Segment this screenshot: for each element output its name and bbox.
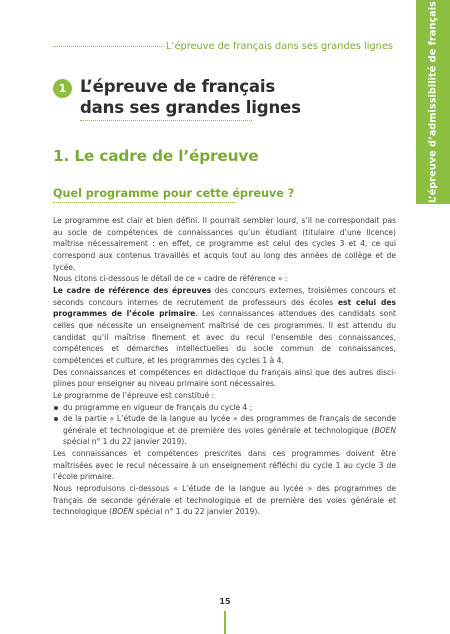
list-item-italic: BOEN bbox=[374, 425, 396, 435]
program-list bbox=[53, 402, 396, 449]
paragraph-5: Le programme de l’épreuve est constitué : bbox=[53, 390, 215, 400]
list-item-text-2: spécial n° 1 du 22 janvier 2019). bbox=[63, 437, 187, 447]
paragraph-1: Le programme est clair et bien défini. Il pourrait sembler lourd, s’il ne correspondait pas au socle de compétences de connaissances qu’un étudiant (titulaire d’une licence) maîtrise nécessairement : en effet, ce programme est celui des cycles 3 et 4, ce qui correspond aux contenus travaillés et acquis tout au long des années de collège et de lycée. bbox=[53, 216, 396, 272]
list-item-text-1: de la partie « L’étude de la langue au lycée » des programmes de français de seconde générale et technologique et de première des voies générale et technologique ( bbox=[63, 414, 396, 435]
paragraph-7-text-1: Nous reproduisons ci-dessous « L’étude de la langue au lycée » des programmes de français de seconde générale et technologique et de première des voies générale et technologique ( bbox=[53, 484, 396, 517]
paragraph-3-text-1: des concours externes, troisièmes concours et seconds concours internes de recrutement de professeurs des écoles bbox=[53, 285, 396, 307]
page-number: 15 bbox=[219, 597, 231, 606]
chapter-underline bbox=[80, 120, 252, 121]
paragraph-2: Nous citons ci-dessous le détail de ce « cadre de référence » : bbox=[53, 274, 288, 284]
chapter-title-line1: L’épreuve de français bbox=[80, 77, 276, 96]
paragraph-3-text-2: . Les connaissances attendues des candidats sont celles que nécessite un enseignement maîtrisé de ces programmes. Il est attendu du candidat qu’il maîtrise finement et avec du recul l’ensemble des connaissances, compétences et démarches intellectuelles du socle commun de connaissances, compétences et culture, et les programmes des cycles 1 à 4. bbox=[53, 309, 396, 365]
chapter-title-line2: dans ses grandes lignes bbox=[80, 98, 301, 117]
paragraph-7 bbox=[53, 483, 396, 518]
paragraph-3-bold-1: Le cadre de référence des épreuves bbox=[53, 285, 212, 295]
side-tab-label: L’épreuve d’admissibilité de français bbox=[427, 1, 439, 203]
paragraph-4: Des connaissances et compétences en didactique du français ainsi que des autres disci-plines pour enseigner au niveau primaire sont nécessaires. bbox=[53, 367, 396, 389]
chapter-title bbox=[80, 76, 301, 118]
running-head-dots bbox=[53, 46, 164, 47]
paragraph-7-italic: BOEN bbox=[112, 507, 134, 517]
side-tab bbox=[416, 0, 450, 204]
paragraph-3-bold-2: est celui des programmes de l’école primaire bbox=[53, 297, 396, 319]
body-text bbox=[53, 215, 396, 518]
page-number-rule bbox=[224, 611, 226, 634]
list-item bbox=[53, 413, 396, 448]
paragraph-7-text-2: spécial n° 1 du 22 janvier 2019). bbox=[133, 507, 260, 517]
chapter-heading bbox=[53, 76, 301, 118]
chapter-number-badge: 1 bbox=[53, 79, 72, 98]
list-item: du programme en vigueur de français du cycle 4 ; bbox=[53, 402, 396, 414]
running-head-text: L’épreuve de français dans ses grandes lignes bbox=[165, 41, 393, 52]
subsection-underline bbox=[53, 202, 235, 203]
paragraph-3 bbox=[53, 285, 396, 367]
paragraph-6: Les connaissances et compétences prescrites dans ces programmes doivent être maîtrisées avec le recul nécessaire à un enseignement réfléchi du cycle 1 au cycle 3 de l’école primaire. bbox=[53, 449, 396, 482]
running-head bbox=[53, 41, 393, 52]
subsection-title: Quel programme pour cette épreuve ? bbox=[53, 187, 295, 200]
section-title: 1. Le cadre de l’épreuve bbox=[53, 147, 259, 165]
